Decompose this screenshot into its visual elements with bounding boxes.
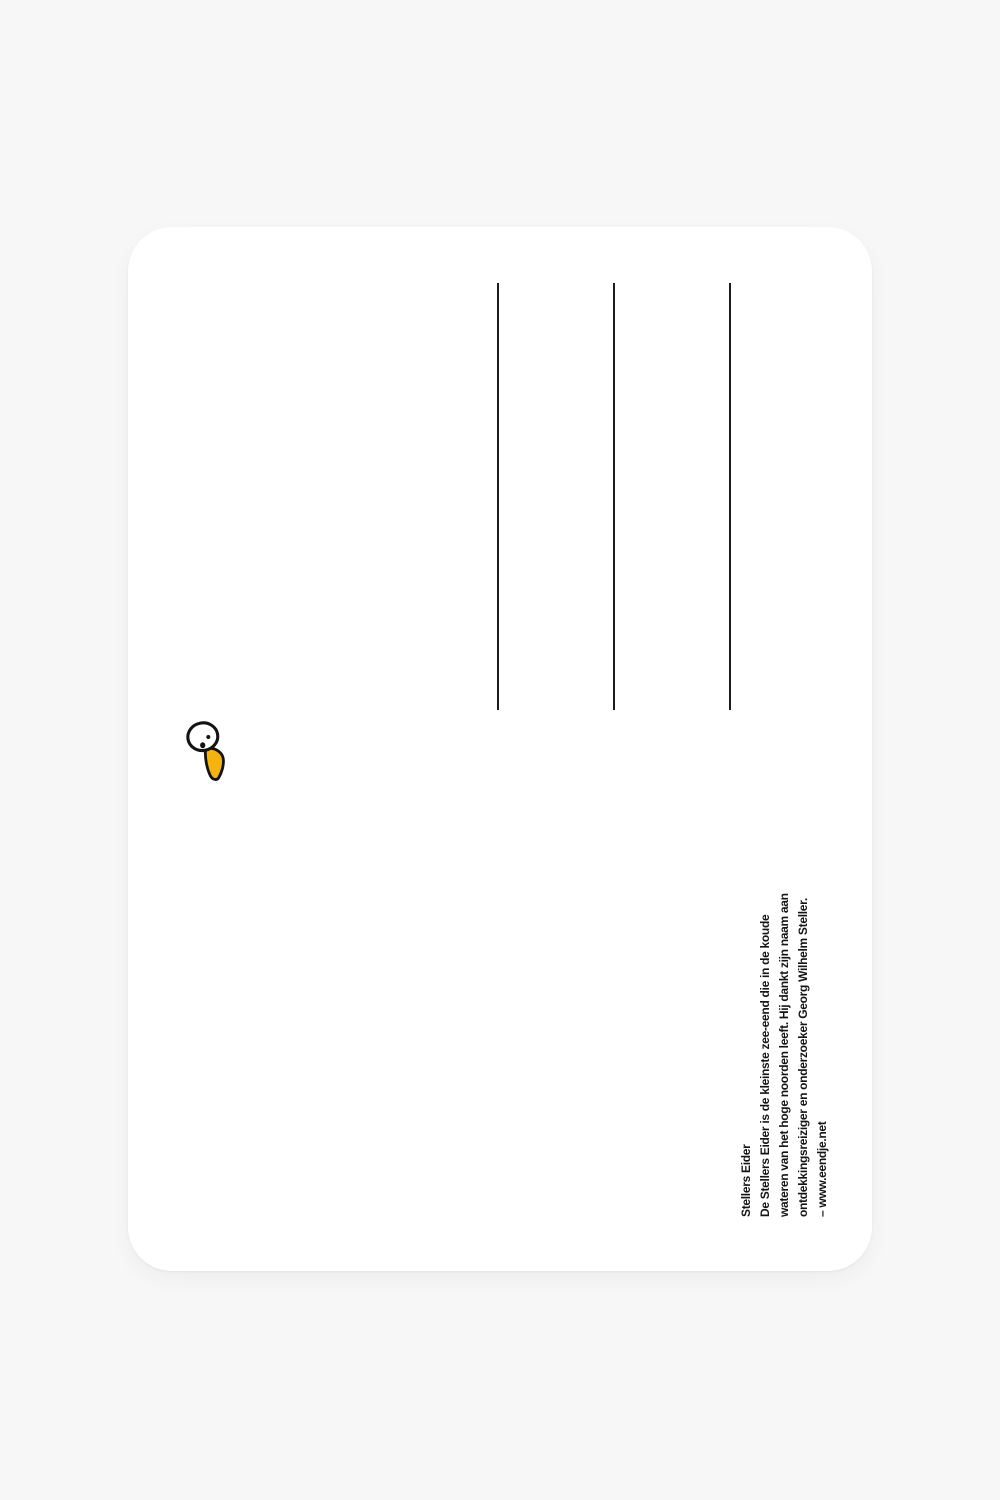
info-text-line: De Stellers Eider is de kleinste zee-eend die in de koude: [758, 914, 772, 1217]
address-line: [729, 283, 731, 710]
address-line: [613, 283, 615, 710]
postcard: [128, 227, 872, 1271]
bird-name-title: Stellers Eider: [739, 1144, 753, 1217]
address-line: [497, 283, 499, 710]
info-text-line: ontdekkingsreiziger en onderzoeker Georg Wilhelm Steller.: [796, 898, 810, 1217]
website-link: – www.eendje.net: [815, 1121, 829, 1217]
postcard-info-text: [737, 887, 832, 1217]
duck-head-icon: [185, 718, 231, 784]
info-text-line: wateren van het hoge noorden leeft. Hij dankt zijn naam aan: [777, 893, 791, 1217]
